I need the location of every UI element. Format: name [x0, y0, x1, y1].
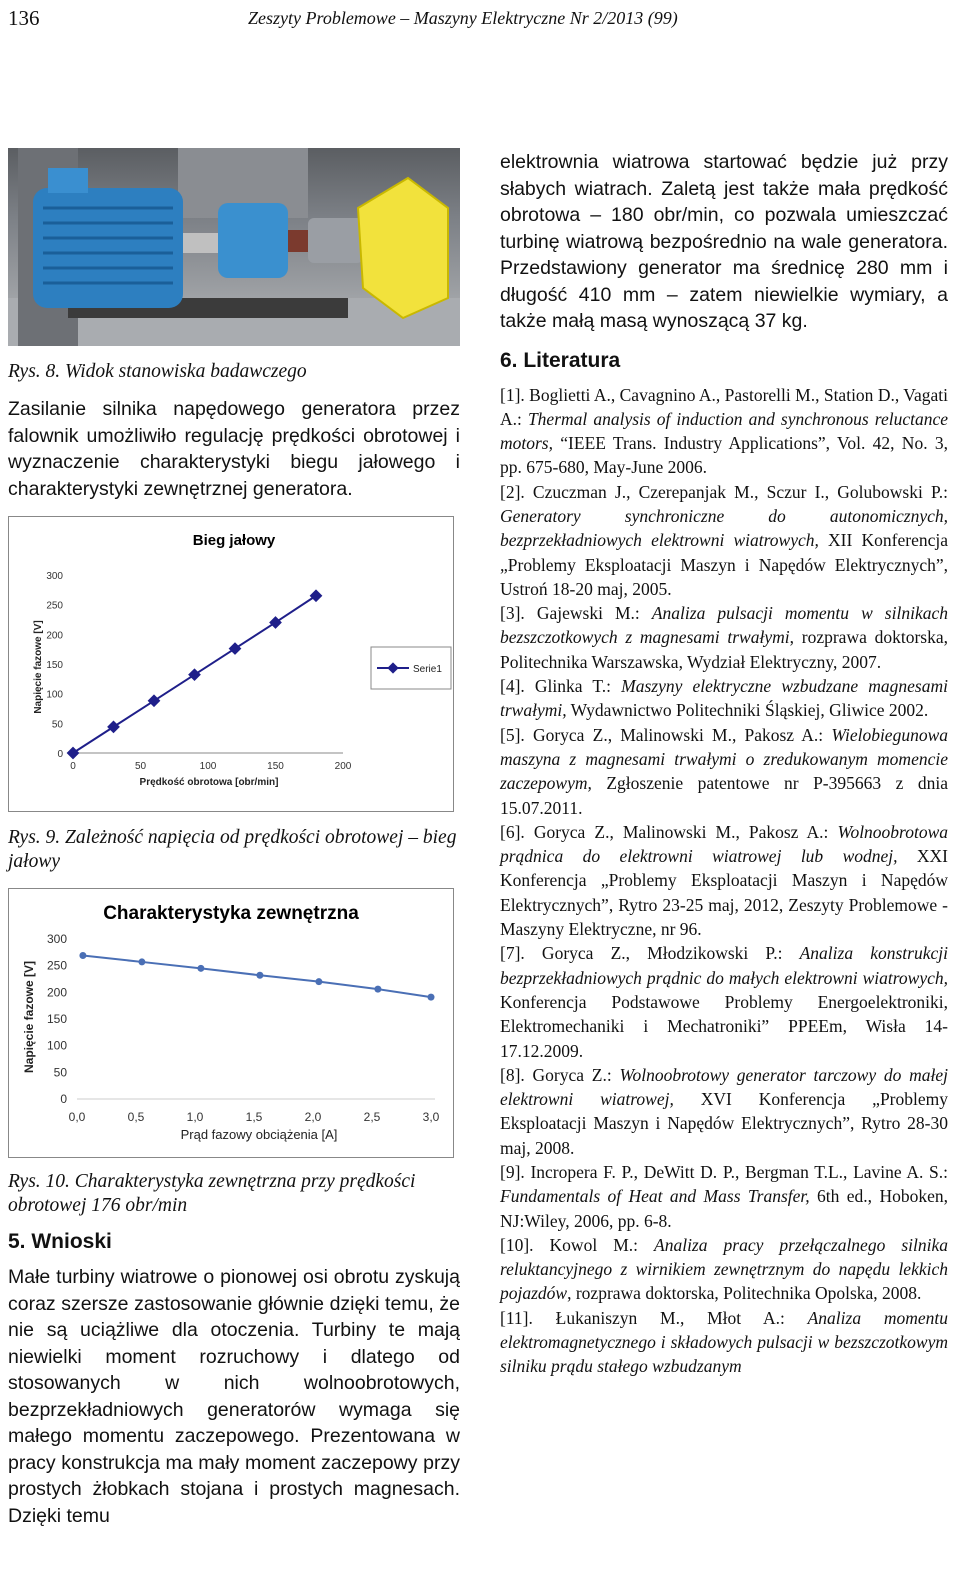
reference-item: [500, 1233, 948, 1306]
test-bench-illustration: [8, 148, 460, 346]
y-tick-label: 50: [53, 1065, 67, 1080]
x-tick-label: 0: [70, 761, 76, 772]
reference-title: Wolnoobrotowy generator tarczowy do małej elektrowni wiatrowej,: [500, 1064, 948, 1110]
x-tick-label: 50: [134, 761, 147, 772]
data-point: [148, 694, 161, 707]
data-point: [374, 986, 381, 993]
reference-source: Zgłoszenie patentowe nr P-395663 z dnia 15.07.2011.: [500, 773, 948, 818]
reference-source: XII Konferencja „Problemy Eksploatacji Maszyn i Napędów Elektrycznych”, Ustroń 18-20 maj, 2005.: [500, 530, 948, 599]
reference-authors: [7]. Goryca Z., Młodzikowski P.:: [500, 943, 800, 964]
chart-ylabel: Napięcie fazowe [V]: [33, 620, 44, 714]
reference-title: Analiza momentu elektromagnetycznego i składowych pulsacji w bezszczotkowym silniku prądu stałego wzbudzanym: [500, 1307, 948, 1377]
reference-authors: [4]. Glinka T.:: [500, 676, 622, 697]
y-tick-label: 100: [46, 1038, 67, 1053]
reference-source: XXI Konferencja „Problemy Eksploatacji Maszyn i Napędów Elektrycznych”, Rytro 23-25 maj, 2012, Zeszyty Problemowe - Maszyny Elektryczne, nr 96.: [500, 846, 948, 940]
no-load-chart: [9, 517, 453, 811]
reference-source: Konferencja Podstawowe Problemy Energoelektroniki, Elektromechaniki i Mechatroniki” PPEEm, Wisła 14-17.12.2009.: [500, 991, 948, 1061]
data-point: [310, 589, 323, 602]
legend-label: Serie1: [413, 664, 442, 675]
paragraph-continuation: elektrownia wiatrowa startować będzie już przy słabych wiatrach. Zaletą jest także mała prędkość obrotowa – 180 obr/min, co pozwala umieszczać turbinę wiatrową bezpośrednio na wale generatora. Przedstawiony generator ma średnicę 280 mm i długość 410 mm – zatem niewielkie wymiary, a także małą masą wynoszącą 37 kg.: [500, 151, 948, 332]
reference-title: Analiza konstrukcji bezprzekładniowych prądnic do małych elektrowni wiatrowych,: [500, 943, 948, 988]
reference-item: [500, 601, 948, 674]
data-point: [67, 747, 80, 760]
page-number: 136: [8, 6, 40, 30]
y-tick-label: 200: [46, 630, 63, 642]
figure-8-caption: Rys. 8. Widok stanowiska badawczego: [8, 361, 307, 382]
external-characteristic-chart: [9, 889, 453, 1157]
reference-authors: [9]. Incropera F. P., DeWitt D. P., Bergman T.L., Lavine A. S.:: [500, 1162, 948, 1182]
x-tick-label: 1,5: [245, 1110, 263, 1124]
reference-item: [500, 723, 948, 820]
reference-source: Wydawnictwo Politechniki Śląskiej, Gliwice 2002.: [566, 700, 929, 721]
paragraph-supply: Zasilanie silnika napędowego generatora przez falownik umożliwiło regulację prędkości obrotowej i wyznaczenie charakterystyki biegu jałowego i charakterystyki zewnętrznej generatora.: [8, 398, 460, 500]
figure-9-caption: Rys. 9. Zależność napięcia od prędkości obrotowej – bieg jałowy: [8, 827, 457, 872]
y-tick-label: 150: [46, 1012, 67, 1026]
reference-source: “IEEE Trans. Industry Applications”, Vol. 42, No. 3, pp. 675-680, May-June 2006.: [500, 433, 948, 478]
y-tick-label: 150: [46, 660, 63, 671]
reference-item: [500, 820, 948, 941]
chart-title: Bieg jałowy: [192, 532, 276, 549]
data-point: [315, 978, 322, 985]
reference-authors: [10]. Kowol M.:: [500, 1234, 655, 1255]
y-tick-label: 0: [60, 1092, 67, 1106]
reference-item: [500, 1306, 948, 1379]
chart2-ylabel: Napięcie fazowe [V]: [22, 960, 36, 1074]
y-tick-label: 50: [51, 719, 63, 731]
data-point: [229, 642, 242, 655]
y-tick-label: 200: [46, 985, 67, 1000]
reference-authors: [1]. Boglietti A., Cavagnino A., Pastorelli M., Station D., Vagati A.:: [500, 384, 948, 429]
reference-source: , rozprawa doktorska, Politechnika Opolska, 2008.: [567, 1283, 922, 1304]
x-tick-label: 0,0: [68, 1110, 86, 1124]
data-point: [269, 616, 282, 629]
data-point: [138, 958, 145, 965]
chart2-title: Charakterystyka zewnętrzna: [103, 903, 359, 924]
data-point: [188, 668, 201, 681]
reference-title: Wolnoobrotowa prądnica do elektrowni wiatrowej lub wodnej,: [500, 821, 948, 867]
x-tick-label: 2,5: [363, 1110, 381, 1124]
x-tick-label: 2,0: [304, 1110, 322, 1124]
y-tick-label: 300: [46, 571, 63, 582]
reference-item: [500, 1063, 948, 1160]
data-point: [256, 972, 263, 979]
section-6-title: 6. Literatura: [500, 348, 621, 372]
x-tick-label: 150: [267, 761, 284, 772]
journal-title: Zeszyty Problemowe – Maszyny Elektryczne Nr 2/2013 (99): [248, 8, 678, 28]
y-tick-label: 0: [57, 749, 63, 760]
reference-source: 6th ed., Hoboken, NJ:Wiley, 2006, pp. 6-8.: [500, 1186, 948, 1231]
reference-authors: [5]. Goryca Z., Malinowski M., Pakosz A.:: [500, 724, 832, 745]
figure-10-caption: Rys. 10. Charakterystyka zewnętrzna przy prędkości obrotowej 176 obr/min: [8, 1171, 416, 1216]
figure-9-chart: [8, 516, 454, 812]
y-tick-label: 300: [46, 932, 67, 946]
data-point: [197, 965, 204, 972]
chart-xlabel: Prędkość obrotowa [obr/min]: [139, 777, 279, 788]
reference-source: XVI Konferencja „Problemy Eksploatacji Maszyn i Napędów Elektrycznych”, Rytro 28-30 maj, 2008.: [500, 1089, 948, 1158]
data-point: [79, 952, 86, 959]
x-tick-label: 200: [334, 761, 352, 772]
reference-title: Wielobiegunowa maszyna z magnesami trwałymi o zredukowanym momencie zaczepowym,: [500, 724, 948, 794]
reference-title: Generatory synchroniczne do autonomicznych, bezprzekładniowych elektrowni wiatrowych,: [500, 505, 948, 551]
x-tick-label: 0,5: [127, 1110, 145, 1124]
reference-item: [500, 941, 948, 1062]
reference-title: Thermal analysis of induction and synchronous reluctance motors,: [500, 408, 948, 454]
y-tick-label: 250: [46, 958, 67, 973]
x-tick-label: 3,0: [422, 1110, 440, 1124]
reference-authors: [8]. Goryca Z.:: [500, 1064, 620, 1085]
reference-item: [500, 1160, 948, 1233]
data-point: [428, 994, 435, 1001]
y-tick-label: 250: [46, 600, 63, 612]
reference-title: Fundamentals of Heat and Mass Transfer,: [500, 1186, 810, 1207]
page-header: [8, 6, 952, 36]
reference-authors: [11]. Łukaniszyn M., Młot A.:: [500, 1307, 808, 1328]
reference-item: [500, 383, 948, 480]
section-5-title: 5. Wnioski: [8, 1230, 112, 1253]
data-point: [107, 721, 120, 734]
x-tick-label: 1,0: [186, 1110, 204, 1124]
figure-10-chart: [8, 888, 454, 1158]
reference-title: Analiza pracy przełączalnego silnika reluktancyjnego z wirnikiem zewnętrznym do napędu lekkich pojazdów: [500, 1234, 948, 1304]
reference-item: [500, 480, 948, 601]
reference-item: [500, 674, 948, 723]
chart2-xlabel: Prąd fazowy obciążenia [A]: [180, 1127, 338, 1142]
y-tick-label: 100: [46, 689, 63, 701]
reference-authors: [3]. Gajewski M.:: [500, 603, 652, 624]
right-column: [500, 148, 948, 1379]
left-column: [8, 148, 460, 1529]
paragraph-conclusions: Małe turbiny wiatrowe o pionowej osi obrotu zyskują coraz szersze zastosowanie głównie dzięki temu, że nie są uciążliwe dla otoczenia. Turbiny te mają niewielki moment rozruchowy i dlatego od stosowanych w nich wolnoobrotowych, bezprzekładniowych generatorów wymaga się małego momentu zaczepowego. Prezentowana w pracy konstrukcja ma mały moment zaczepowy przy prostych żłobkach stojana i prostych magnesach. Dzięki temu: [8, 1266, 460, 1527]
reference-authors: [6]. Goryca Z., Malinowski M., Pakosz A.:: [500, 821, 838, 842]
reference-list: [500, 383, 948, 1379]
reference-authors: [2]. Czuczman J., Czerepanjak M., Sczur I., Golubowski P.:: [500, 481, 948, 502]
test-bench-photo: [8, 148, 460, 346]
reference-title: Analiza pulsacji momentu w silnikach bezszczotkowych z magnesami trwałymi: [500, 603, 948, 648]
x-tick-label: 100: [199, 761, 217, 772]
reference-title: Maszyny elektryczne wzbudzane magnesami trwałymi,: [500, 676, 948, 721]
reference-source: , rozprawa doktorska, Politechnika Warszawska, Wydział Elektryczny, 2007.: [500, 627, 948, 672]
